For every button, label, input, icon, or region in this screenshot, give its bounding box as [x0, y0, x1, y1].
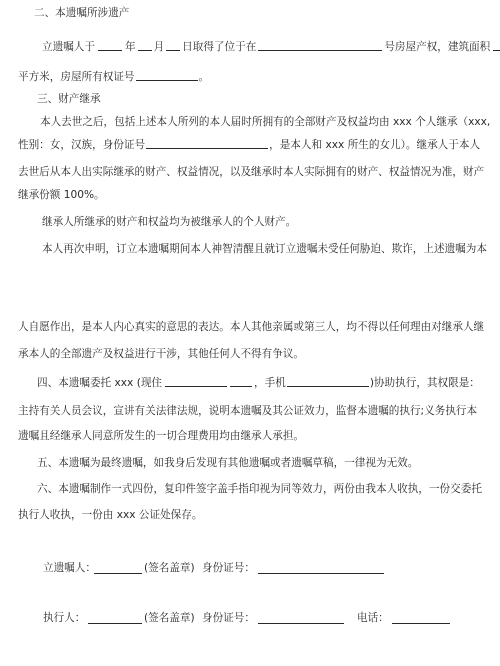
section-3-p1-line-4: 继承份额 100%。 [18, 189, 105, 201]
phone-blank [287, 376, 369, 387]
executor-seal: (签名盖章) [144, 612, 195, 624]
section-3-p2: 继承人所继承的财产和权益均为被继承人的个人财产。 [42, 216, 297, 228]
section-2-line-1: 立遗嘱人于 年 月 日取得了位于在 号房屋产权，建筑面积 [0, 40, 500, 54]
section-4-line-2: 主持有关人员会议，宣讲有关法律法规，说明本遗嘱及其公证效力，监督本遗嘱的执行;义务执行本 [18, 405, 478, 417]
section-4-line-3: 遗嘱且经继承人同意所发生的一切合理费用均由继承人承担。 [18, 430, 305, 442]
address-blank [165, 376, 227, 387]
certificate-blank [136, 70, 198, 81]
testator-label: 立遗嘱人： [43, 562, 96, 574]
testator-seal: (签名盖章) [144, 562, 195, 574]
area-blank [493, 40, 500, 51]
executor-sign-blank [88, 613, 142, 624]
section-3-p3-line-2: 人自愿作出，是本人内心真实的意思的表达。本人其他亲属或第三人，均不得以任何理由对继承人继 [18, 321, 485, 333]
testator-id-blank [258, 563, 384, 574]
section-4-line-1: 四、本遗嘱委托 xxx (现住 ，手机 )协助执行，其权限是： [37, 377, 480, 389]
id-number-blank [146, 138, 268, 149]
section-2-line-2: 平方米，房屋所有权证号 。 [18, 71, 210, 83]
section-5: 五、本遗嘱为最终遗嘱，如我身后发现有其他遗嘱或者遗嘱草稿，一律视为无效。 [37, 457, 419, 469]
section-2-heading: 二、本遗嘱所涉遗产 [34, 7, 130, 19]
section-3-p3-line-3: 承本人的全部遗产及权益进行干涉，其他任何人不得有争议。 [18, 348, 305, 360]
executor-phone-label: 电话： [357, 612, 389, 624]
section-6-line-2: 执行人收执，一份由 xxx 公证处保存。 [18, 509, 203, 521]
executor-id-blank [258, 613, 344, 624]
day-blank [166, 40, 180, 51]
executor-id-label: 身份证号： [202, 612, 255, 624]
section-3-p1-line-3: 去世后从本人出实际继承的财产、权益情况，以及继承时本人实际拥有的财产、权益情况为准，财产 [18, 166, 485, 178]
month-blank [138, 40, 152, 51]
section-3-heading: 三、财产继承 [37, 93, 101, 105]
section-6-line-1: 六、本遗嘱制作一式四份，复印件签字盖手指印视为同等效力，两份由我本人收执，一份交委托 [37, 483, 482, 495]
executor-label: 执行人： [43, 612, 86, 624]
executor-phone-blank [392, 613, 450, 624]
section-3-p1-line-2: 性别：女，汉族，身份证号 ，是本人和 xxx 所生的女儿）。继承人于本人 [18, 139, 481, 151]
location-blank [258, 40, 382, 51]
section-3-p3-line-1: 本人再次申明，订立本遗嘱期间本人神智清醒且就订立遗嘱未受任何胁迫、欺诈，上述遗嘱为本 [42, 243, 487, 255]
year-blank [98, 40, 122, 51]
address-blank-2 [230, 376, 252, 387]
testator-sign-blank [94, 563, 142, 574]
testator-id-label: 身份证号： [202, 562, 255, 574]
section-3-p1-line-1: 本人去世之后，包括上述本人所列的本人届时所拥有的全部财产及权益均由 xxx 个人继承（xxx, [40, 116, 491, 128]
